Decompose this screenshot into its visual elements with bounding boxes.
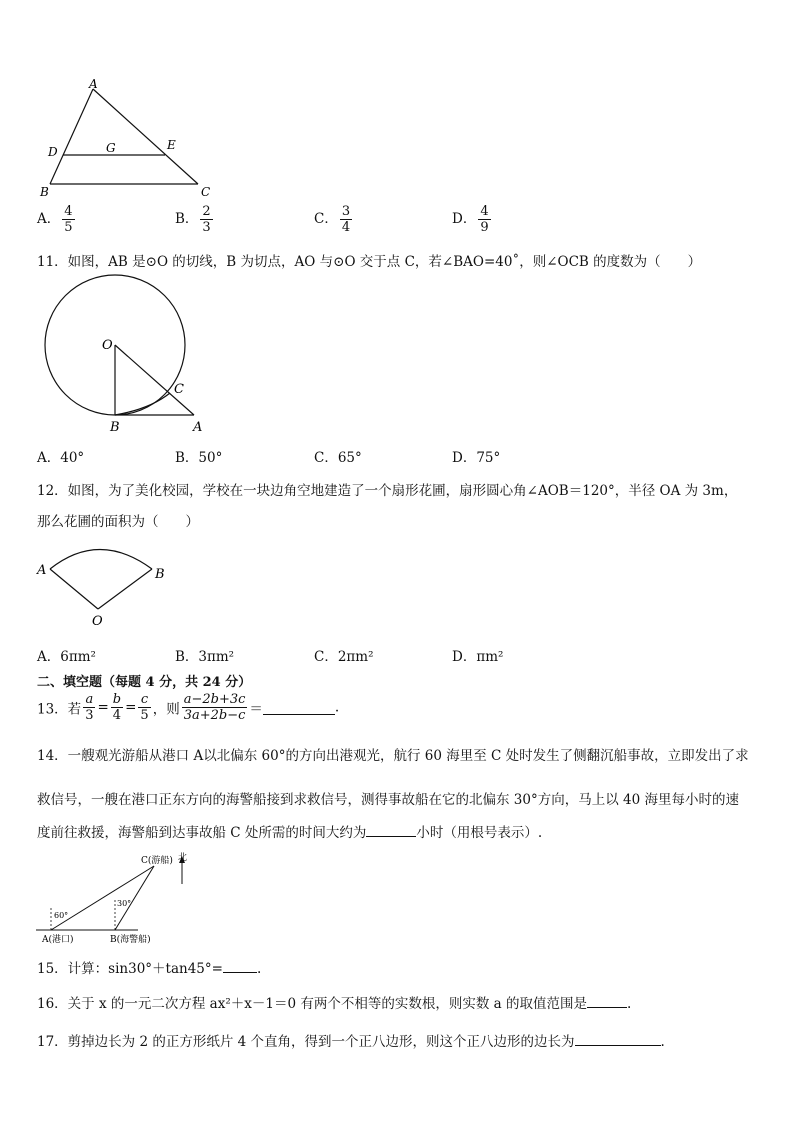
label-b: B (155, 567, 165, 582)
label-angle-60: 60° (54, 911, 69, 920)
label-d: D (48, 145, 58, 159)
label-e: E (167, 138, 176, 152)
label-a: A (193, 420, 203, 435)
q10-option-c[interactable]: C． $\frac{3}{4}$ (314, 204, 351, 235)
q11-option-c[interactable]: C．65° (314, 450, 362, 466)
q11-stem: 11．如图，AB 是⊙O 的切线，B 为切点，AO 与⊙O 交于点 C，若∠BAO=40˚，则∠OCB 的度数为（ ） (37, 254, 702, 270)
q11-option-d[interactable]: D．75° (452, 450, 501, 466)
label-a: A (37, 563, 47, 578)
q12-option-d[interactable]: D．πm² (452, 649, 504, 665)
label-c: C (201, 185, 211, 199)
label-g: G (106, 141, 116, 155)
q10-option-b[interactable]: B． $\frac{2}{3}$ (175, 204, 211, 235)
q16-stem: 16．关于 x 的一元二次方程 ax²＋x－1＝0 有两个不相等的实数根，则实数 a 的取值范围是 . (37, 992, 631, 1012)
q12-stem-line1: 12．如图，为了美化校园，学校在一块边角空地建造了一个扇形花圃，扇形圆心角∠AOB＝120°，半径 OA 为 3m， (37, 483, 738, 499)
label-c-cruise: C(游船) (141, 856, 173, 866)
q14-stem-line3: 度前往救援，海警船到达事故船 C 处所需的时间大约为 小时（用根号表示）. (37, 821, 542, 841)
fraction-c-5: $\frac{c}{5}$ (140, 692, 149, 723)
q12-option-b[interactable]: B．3πm² (175, 649, 235, 665)
segment-ac (51, 866, 154, 930)
q11-circle-figure (40, 265, 220, 437)
fraction: $\frac{4}{5}$ (64, 204, 73, 235)
q14-answer-blank[interactable] (366, 822, 416, 837)
q12-stem-line2: 那么花圃的面积为（ ） (37, 514, 199, 530)
label-o: O (102, 338, 113, 353)
label-b-patrol: B(海警船) (110, 935, 151, 945)
fraction-a-3: $\frac{a}{3}$ (85, 692, 94, 723)
q10-triangle-figure (36, 76, 226, 200)
segment-oa (115, 345, 194, 415)
q12-sector-figure (34, 548, 174, 630)
q14-rescue-figure (34, 848, 214, 948)
q17-answer-blank[interactable] (575, 1031, 661, 1046)
label-b: B (110, 420, 120, 435)
q13-stem: 13．若 $\frac{a}{3}$ = $\frac{b}{4}$ = $\frac{c}{5}$ ，则 $\frac{a-2b+3c}{3a+2b-c}$ ＝ . (37, 692, 340, 723)
q15-answer-blank[interactable] (223, 958, 257, 973)
q12-option-c[interactable]: C．2πm² (314, 649, 374, 665)
side-ac (93, 89, 198, 184)
q11-option-b[interactable]: B．50° (175, 450, 223, 466)
label-angle-30: 30° (117, 899, 132, 908)
fraction-b-4: $\frac{b}{4}$ (112, 692, 122, 723)
label-a: A (89, 77, 98, 91)
q17-stem: 17．剪掉边长为 2 的正方形纸片 4 个直角，得到一个正八边形，则这个正八边形的边长为 . (37, 1030, 665, 1050)
label-b: B (40, 185, 49, 199)
segment-bc (115, 866, 154, 930)
radius-ob (98, 569, 152, 609)
label-c: C (174, 382, 184, 397)
q16-answer-blank[interactable] (587, 993, 627, 1008)
label-north: 北 (178, 853, 188, 863)
q10-option-d[interactable]: D． $\frac{4}{9}$ (452, 204, 489, 235)
q11-option-a[interactable]: A．40° (37, 450, 85, 466)
arc-ab (50, 550, 152, 570)
q14-stem-line2: 救信号，一艘在港口正东方向的海警船接到求救信号，测得事故船在它的北偏东 30°方向，马上以 40 海里每小时的速 (37, 792, 739, 808)
q10-option-a[interactable]: A． $\frac{4}{5}$ (37, 204, 73, 235)
radius-oa (50, 569, 98, 609)
section-title: 二、填空题（每题 4 分，共 24 分） (37, 675, 252, 690)
fraction: $\frac{4}{9}$ (480, 204, 489, 235)
q13-answer-blank[interactable] (263, 700, 335, 715)
side-ab (50, 89, 93, 184)
q14-stem-line1: 14．一艘观光游船从港口 A以北偏东 60°的方向出港观光，航行 60 海里至 C 处时发生了侧翻沉船事故，立即发出了求 (37, 748, 749, 764)
q15-stem: 15．计算：sin30°＋tan45°= . (37, 957, 261, 977)
label-a-port: A(港口) (42, 935, 74, 945)
fraction: $\frac{2}{3}$ (202, 204, 211, 235)
label-o: O (92, 614, 103, 629)
fraction: $\frac{3}{4}$ (341, 204, 351, 235)
fraction-expression: $\frac{a-2b+3c}{3a+2b-c}$ (183, 692, 246, 723)
q12-option-a[interactable]: A．6πm² (37, 649, 96, 665)
